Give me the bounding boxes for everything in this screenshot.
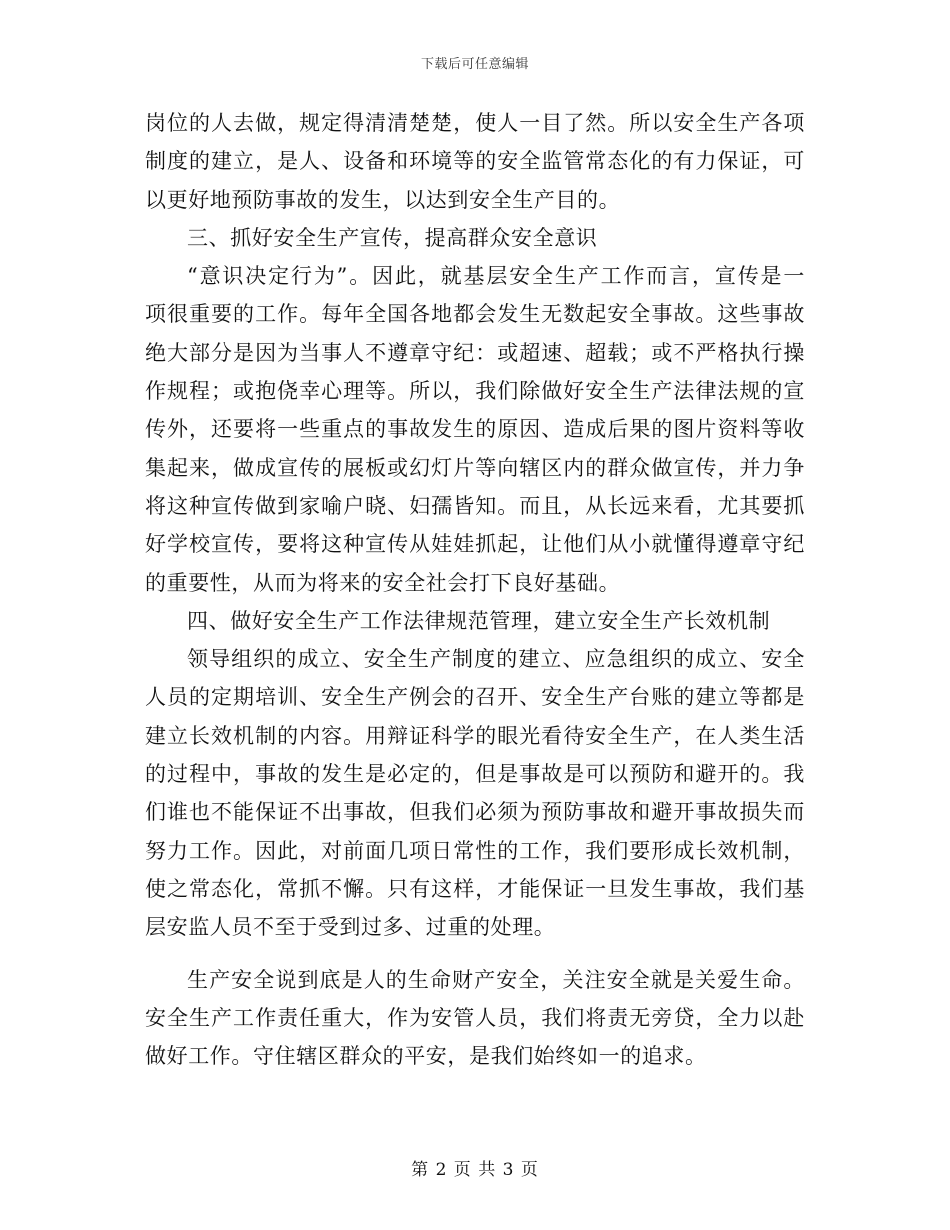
paragraph-line: 生产安全说到底是人的生命财产安全，关注安全就是关爱生命。	[187, 967, 805, 992]
paragraph-line: 绝大部分是因为当事人不遵章守纪：或超速、超载；或不严格执行操	[145, 340, 805, 365]
body-text	[145, 104, 805, 1075]
paragraph-line: 安全生产工作责任重大，作为安管人员，我们将责无旁贷，全力以赴	[145, 1005, 805, 1030]
paragraph-line: 将这种宣传做到家喻户晓、妇孺皆知。而且，从长远来看，尤其要抓	[145, 493, 805, 518]
header-note: 下载后可任意编辑	[420, 57, 529, 72]
paragraph-line: 层安监人员不至于受到过多、过重的处理。	[145, 915, 556, 940]
paragraph-line: 作规程；或抱侥幸心理等。所以，我们除做好安全生产法律法规的宣	[145, 379, 805, 404]
paragraph-line: 们谁也不能保证不出事故，但我们必须为预防事故和避开事故损失而	[145, 800, 805, 825]
paragraph-line: 传外，还要将一些重点的事故发生的原因、造成后果的图片资料等收	[145, 417, 805, 442]
paragraph-line: 人员的定期培训、安全生产例会的召开、安全生产台账的建立等都是	[145, 685, 805, 710]
section-heading-4: 四、做好安全生产工作法律规范管理，建立安全生产长效机制	[187, 608, 771, 633]
paragraph-line: 努力工作。因此，对前面几项日常性的工作，我们要形成长效机制，	[145, 838, 805, 863]
paragraph-line: 好学校宣传，要将这种宣传从娃娃抓起，让他们从小就懂得遵章守纪	[145, 532, 805, 557]
paragraph-line: 使之常态化，常抓不懈。只有这样，才能保证一旦发生事故，我们基	[145, 876, 805, 901]
paragraph-line: 岗位的人去做，规定得清清楚楚，使人一目了然。所以安全生产各项	[145, 111, 805, 135]
paragraph-line: 做好工作。守住辖区群众的平安，是我们始终如一的追求。	[145, 1044, 707, 1069]
paragraph-line: 项很重要的工作。每年全国各地都会发生无数起安全事故。这些事故	[145, 302, 805, 327]
paragraph-line: 集起来，做成宣传的展板或幻灯片等向辖区内的群众做宣传，并力争	[145, 455, 805, 480]
paragraph-line: 以更好地预防事故的发生，以达到安全生产目的。	[145, 187, 621, 212]
page-number: 第 2 页 共 3 页	[411, 1160, 539, 1180]
paragraph-line: 制度的建立，是人、设备和环境等的安全监管常态化的有力保证，可	[145, 149, 805, 174]
paragraph-line: 建立长效机制的内容。用辩证科学的眼光看待安全生产，在人类生活	[145, 723, 805, 748]
paragraph-line: “意识决定行为”。因此，就基层安全生产工作而言，宣传是一	[187, 264, 805, 289]
paragraph-line: 领导组织的成立、安全生产制度的建立、应急组织的成立、安全	[187, 647, 805, 672]
paragraph-line: 的重要性，从而为将来的安全社会打下良好基础。	[145, 570, 621, 595]
paragraph-gap	[145, 947, 805, 961]
paragraph-line: 的过程中，事故的发生是必定的，但是事故是可以预防和避开的。我	[145, 762, 805, 787]
section-heading-3: 三、抓好安全生产宣传，提高群众安全意识	[187, 225, 598, 250]
